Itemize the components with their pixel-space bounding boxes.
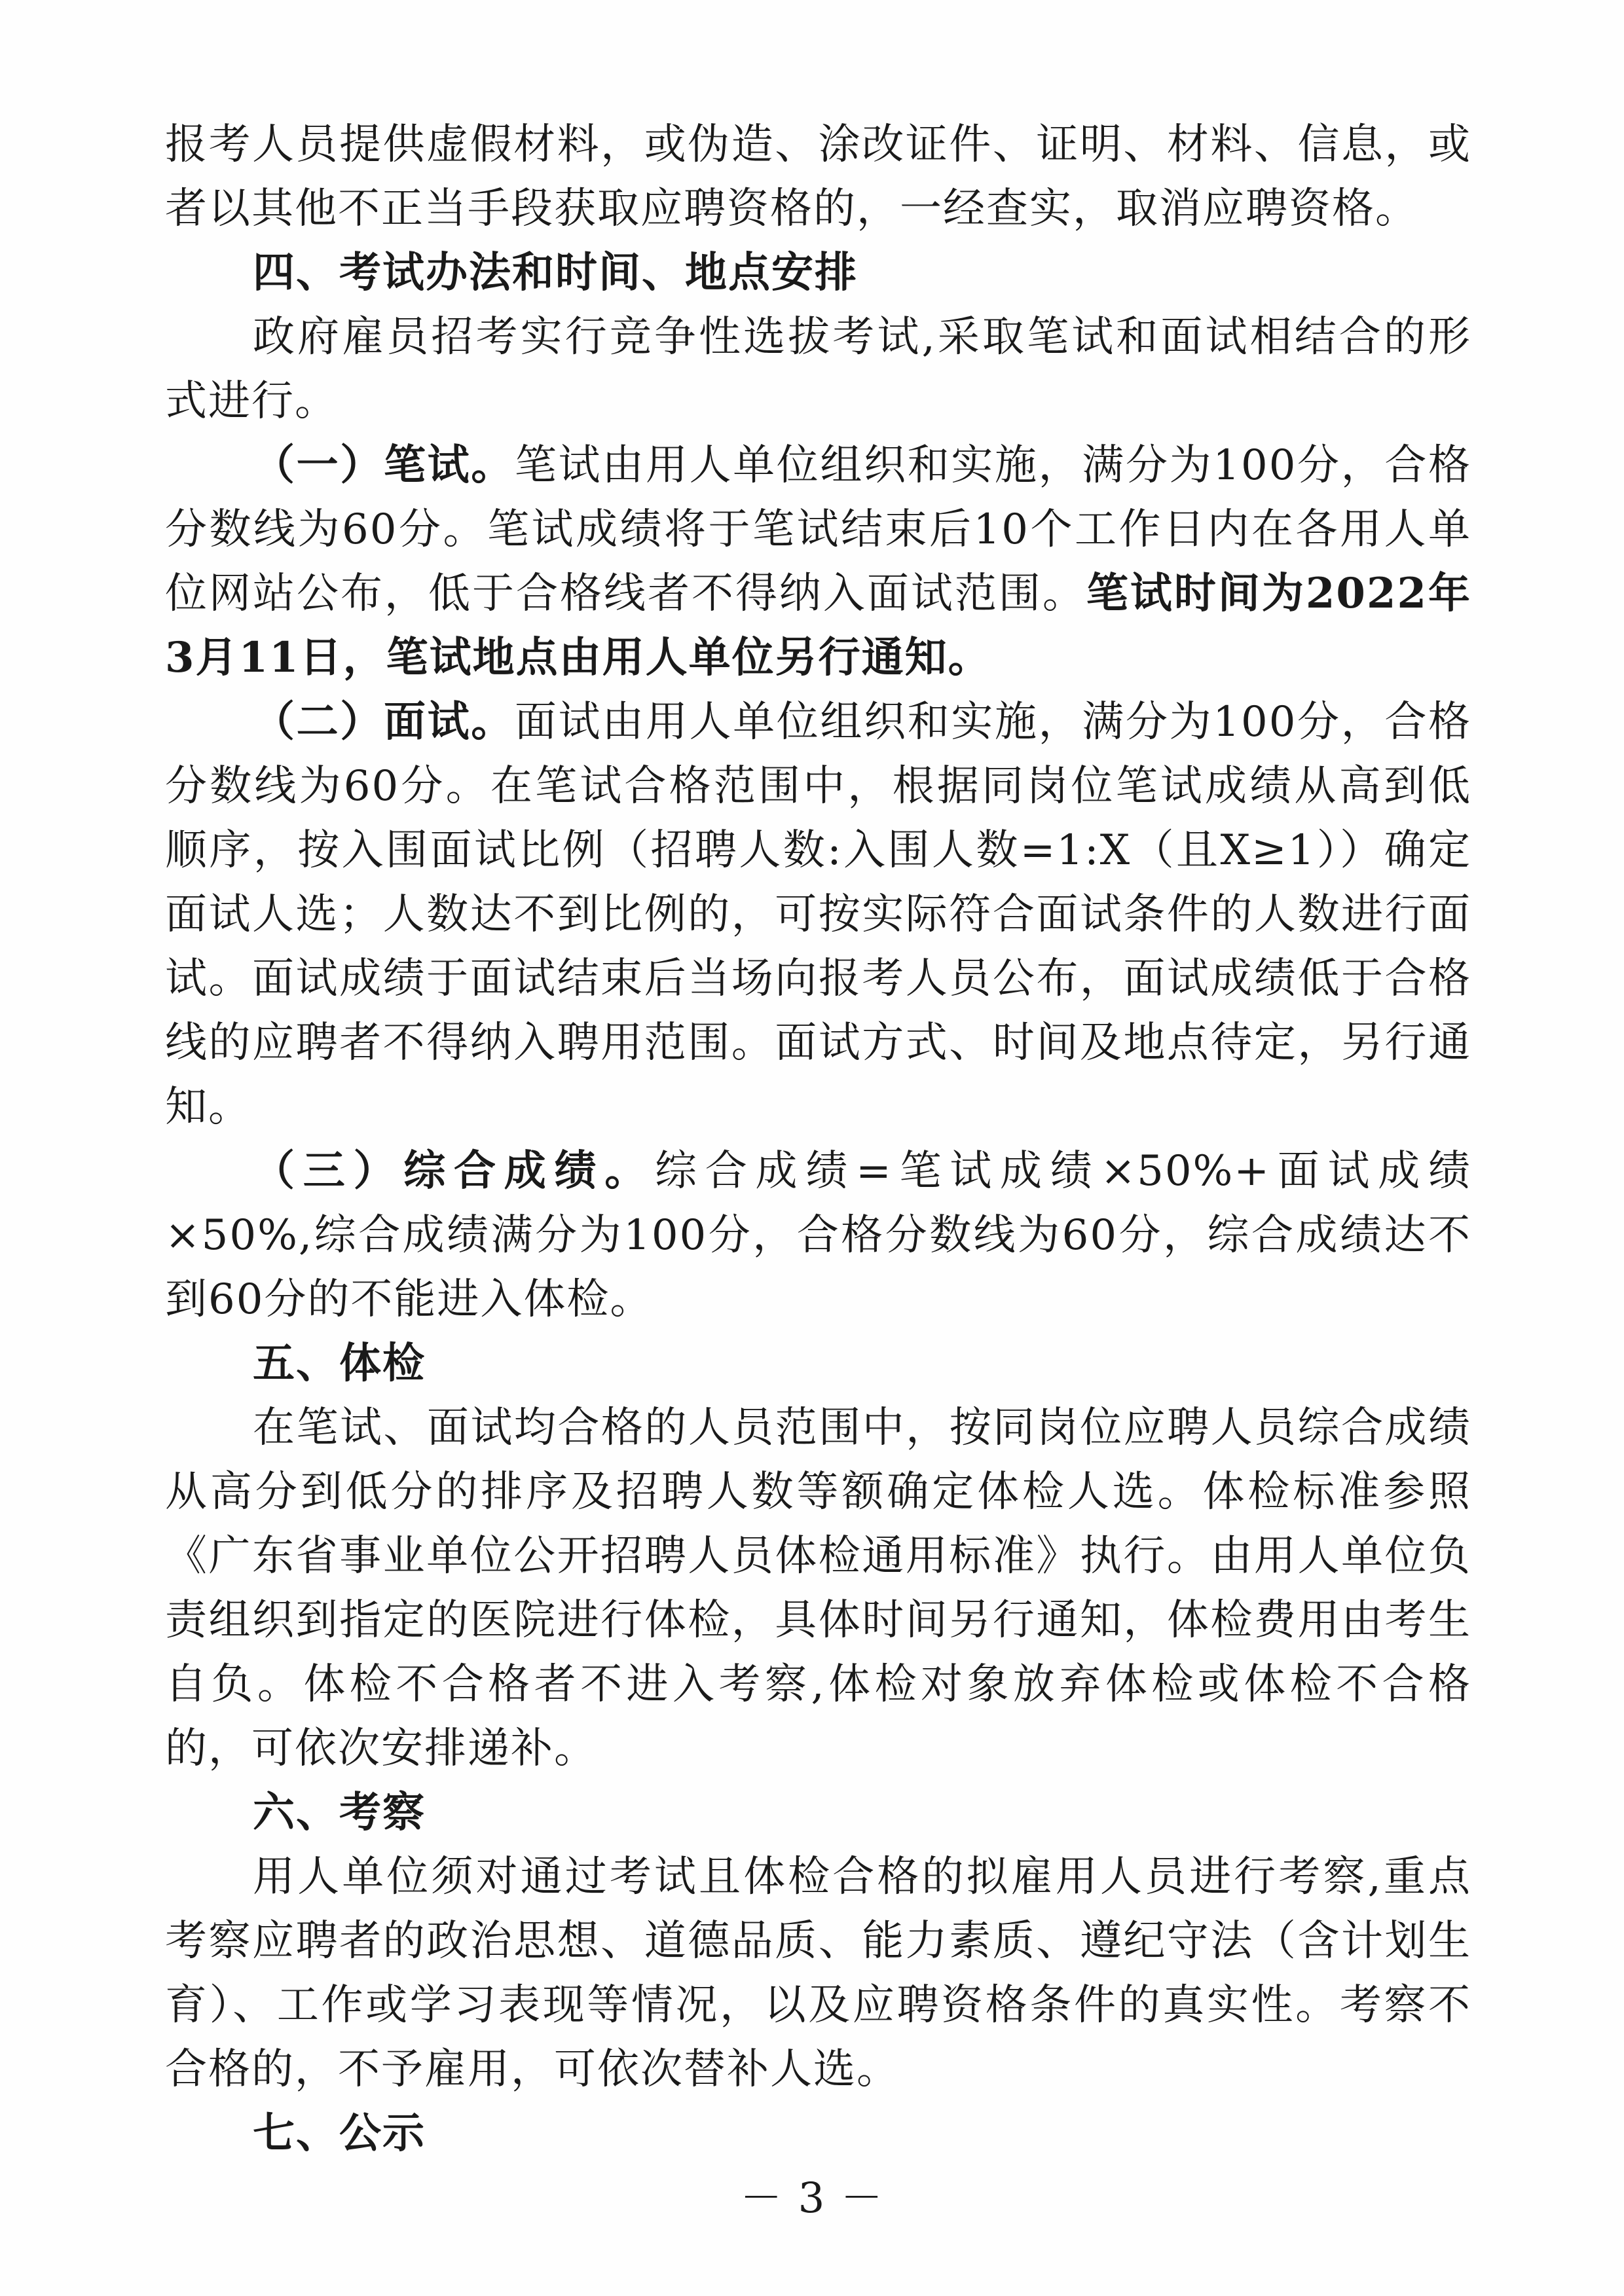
subsection-lead-written-exam: （一）笔试。 — [253, 441, 515, 490]
paragraph-text: 笔试由用人单位组织和实施，满分为100分，合格分数线为60分。笔试成绩将于笔试结束后10个工作日内在各用人单位网站公布，低于合格线者不得纳入面试范围。 — [165, 441, 1472, 618]
paragraph-composite-score — [165, 1139, 1471, 1332]
paragraph-interview — [165, 690, 1471, 1139]
written-exam-date-notice: 笔试时间为2022年3月11日，笔试地点由用人单位另行通知。 — [165, 569, 1472, 682]
section-heading-medical — [165, 1332, 1471, 1396]
paragraph-text: 报考人员提供虚假材料，或伪造、涂改证件、证明、材料、信息，或者以其他不正当手段获取应聘资格的，一经查实，取消应聘资格。 — [165, 120, 1471, 233]
heading-text: 五、体检 — [253, 1339, 426, 1388]
heading-text: 七、公示 — [253, 2109, 426, 2158]
paragraph-inspection — [165, 1845, 1471, 2102]
document-body — [165, 113, 1471, 2166]
page-number: － 3 － — [740, 2174, 884, 2223]
paragraph-text: 政府雇员招考实行竞争性选拔考试,采取笔试和面试相结合的形式进行。 — [165, 313, 1471, 426]
paragraph-text: 面试由用人单位组织和实施，满分为100分，合格分数线为60分。在笔试合格范围中，根据同岗位笔试成绩从高到低顺序，按入围面试比例（招聘人数:入围人数=1:X（且X≥1））确定面试人选；人数达不到比例的，可按实际符合面试条件的人数进行面试。面试成绩于面试结束后当场向报考人员公布，面试成绩低于合格线的应聘者不得纳入聘用范围。面试方式、时间及地点待定，另行通知。 — [165, 698, 1472, 1131]
heading-text: 六、考察 — [253, 1788, 426, 1837]
section-heading-publicity — [165, 2102, 1471, 2166]
paragraph-written-exam — [165, 433, 1471, 690]
heading-text: 四、考试办法和时间、地点安排 — [253, 248, 858, 297]
subsection-lead-interview: （二）面试。 — [253, 697, 515, 746]
subsection-lead-composite-score: （三）综合成绩。 — [253, 1146, 655, 1195]
section-heading-exam — [165, 241, 1471, 305]
paragraph-text: 综合成绩=笔试成绩×50%+面试成绩×50%,综合成绩满分为100分，合格分数线为60分，综合成绩达不到60分的不能进入体检。 — [165, 1147, 1471, 1324]
paragraph-exam-intro — [165, 305, 1471, 433]
paragraph-text: 用人单位须对通过考试且体检合格的拟雇用人员进行考察,重点考察应聘者的政治思想、道德品质、能力素质、遵纪守法（含计划生育）、工作或学习表现等情况，以及应聘资格条件的真实性。考察不合格的，不予雇用，可依次替补人选。 — [165, 1853, 1471, 2094]
paragraph-text: 在笔试、面试均合格的人员范围中，按同岗位应聘人员综合成绩从高分到低分的排序及招聘人数等额确定体检人选。体检标准参照《广东省事业单位公开招聘人员体检通用标准》执行。由用人单位负责组织到指定的医院进行体检，具体时间另行通知，体检费用由考生自负。体检不合格者不进入考察,体检对象放弃体检或体检不合格的，可依次安排递补。 — [165, 1404, 1471, 1773]
section-heading-inspection — [165, 1781, 1471, 1845]
paragraph-fraud-clause — [165, 113, 1471, 241]
paragraph-medical — [165, 1396, 1471, 1781]
